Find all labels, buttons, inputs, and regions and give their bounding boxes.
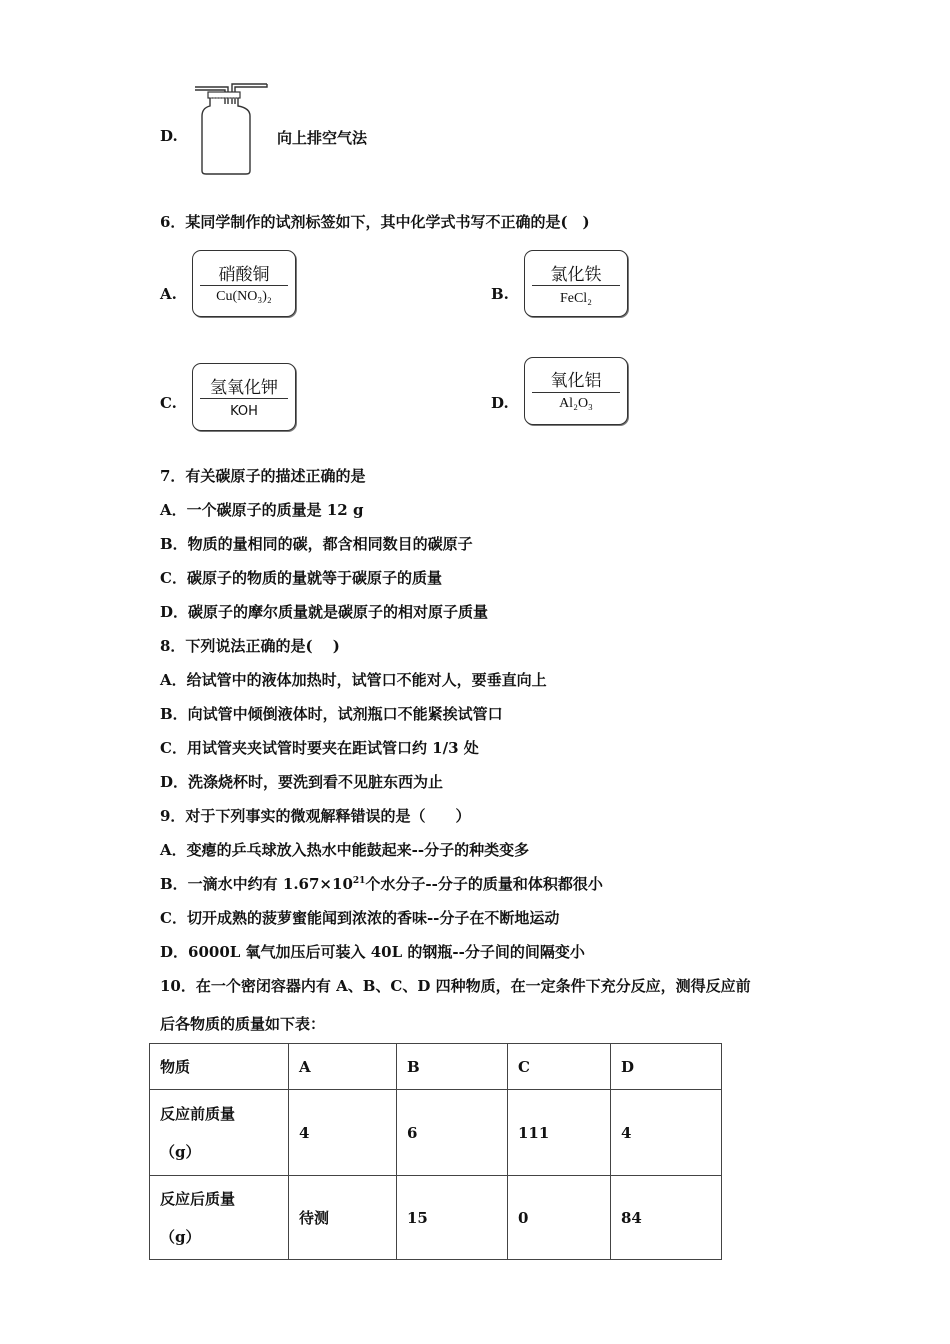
gas-bottle-diagram bbox=[190, 78, 270, 178]
q8-option-c[interactable]: C．用试管夹夹试管时要夹在距试管口约 1/3 处 bbox=[160, 739, 479, 757]
table-row bbox=[150, 1176, 722, 1260]
row-label: 反应后质量 （g） bbox=[150, 1176, 289, 1260]
label-b-formula: FeCl₂ bbox=[559, 291, 593, 306]
q6-label-a bbox=[192, 250, 296, 317]
label-a-formula: Cu(NO₃)₂ bbox=[216, 289, 272, 304]
q5-option-d-text: 向上排空气法 bbox=[277, 129, 368, 147]
table-cell: 4 bbox=[611, 1090, 722, 1176]
q9-question: 9．对于下列事实的微观解释错误的是（ ） bbox=[160, 807, 471, 825]
header-cell: C bbox=[508, 1044, 611, 1090]
q9-option-b-pre: B．一滴水中约有 1.67×10 bbox=[160, 875, 353, 893]
label-d-formula: Al₂O₃ bbox=[559, 396, 593, 411]
table-header-row bbox=[150, 1044, 722, 1090]
header-cell: B bbox=[397, 1044, 508, 1090]
header-cell: D bbox=[611, 1044, 722, 1090]
q9-option-d[interactable]: D．6000L 氧气加压后可装入 40L 的钢瓶--分子间的间隔变小 bbox=[160, 943, 585, 961]
q9-option-c[interactable]: C．切开成熟的菠萝蜜能闻到浓浓的香味--分子在不断地运动 bbox=[160, 909, 560, 927]
table-cell: 15 bbox=[397, 1176, 508, 1260]
q10-question-line2: 后各物质的质量如下表： bbox=[160, 1015, 326, 1033]
q7-option-c[interactable]: C．碳原子的物质的量就等于碳原子的质量 bbox=[160, 569, 442, 587]
row-label: 反应前质量 （g） bbox=[150, 1090, 289, 1176]
table-cell: 待测 bbox=[289, 1176, 397, 1260]
q7-option-d[interactable]: D．碳原子的摩尔质量就是碳原子的相对原子质量 bbox=[160, 603, 489, 621]
label-c-name: 氢氧化钾 bbox=[210, 378, 278, 398]
q8-option-d[interactable]: D．洗涤烧杯时，要洗到看不见脏东西为止 bbox=[160, 773, 444, 791]
mass-table bbox=[149, 1043, 722, 1260]
q5-option-d-letter: D. bbox=[160, 127, 178, 145]
table-row bbox=[150, 1090, 722, 1176]
q6-label-d bbox=[524, 357, 628, 425]
table-cell: 84 bbox=[611, 1176, 722, 1260]
q9-option-b-exponent: 21 bbox=[352, 876, 366, 886]
q7-option-b[interactable]: B．物质的量相同的碳，都含相同数目的碳原子 bbox=[160, 535, 473, 553]
q6-option-c-letter[interactable]: C. bbox=[160, 394, 177, 412]
q8-option-b[interactable]: B．向试管中倾倒液体时，试剂瓶口不能紧挨试管口 bbox=[160, 705, 503, 723]
table-cell: 0 bbox=[508, 1176, 611, 1260]
q7-question: 7．有关碳原子的描述正确的是 bbox=[160, 467, 366, 485]
q6-label-b bbox=[524, 250, 628, 317]
label-c-formula: KOH bbox=[230, 404, 258, 419]
q6-option-a-letter[interactable]: A. bbox=[160, 285, 177, 303]
q9-option-a[interactable]: A．变瘪的乒乓球放入热水中能鼓起来--分子的种类变多 bbox=[160, 841, 530, 859]
q10-question-line1: 10．在一个密闭容器内有 A、B、C、D 四种物质，在一定条件下充分反应，测得反应前 bbox=[160, 977, 751, 995]
q6-option-b-letter[interactable]: B. bbox=[491, 285, 509, 303]
table-cell: 6 bbox=[397, 1090, 508, 1176]
q8-question: 8．下列说法正确的是( ) bbox=[160, 637, 340, 655]
header-cell: A bbox=[289, 1044, 397, 1090]
q9-option-b[interactable] bbox=[160, 873, 603, 894]
q6-option-d-letter[interactable]: D. bbox=[491, 394, 509, 412]
q7-option-a[interactable]: A．一个碳原子的质量是 12 g bbox=[160, 501, 364, 519]
q6-label-c bbox=[192, 363, 296, 431]
label-d-name: 氧化铝 bbox=[550, 371, 602, 391]
header-cell: 物质 bbox=[150, 1044, 289, 1090]
label-a-name: 硝酸铜 bbox=[218, 265, 270, 285]
label-b-name: 氯化铁 bbox=[550, 265, 602, 285]
q8-option-a[interactable]: A．给试管中的液体加热时，试管口不能对人，要垂直向上 bbox=[160, 671, 547, 689]
table-cell: 111 bbox=[508, 1090, 611, 1176]
table-cell: 4 bbox=[289, 1090, 397, 1176]
q6-question: 6．某同学制作的试剂标签如下，其中化学式书写不正确的是( ) bbox=[160, 213, 590, 231]
q9-option-b-post: 个水分子--分子的质量和体积都很小 bbox=[365, 875, 603, 893]
